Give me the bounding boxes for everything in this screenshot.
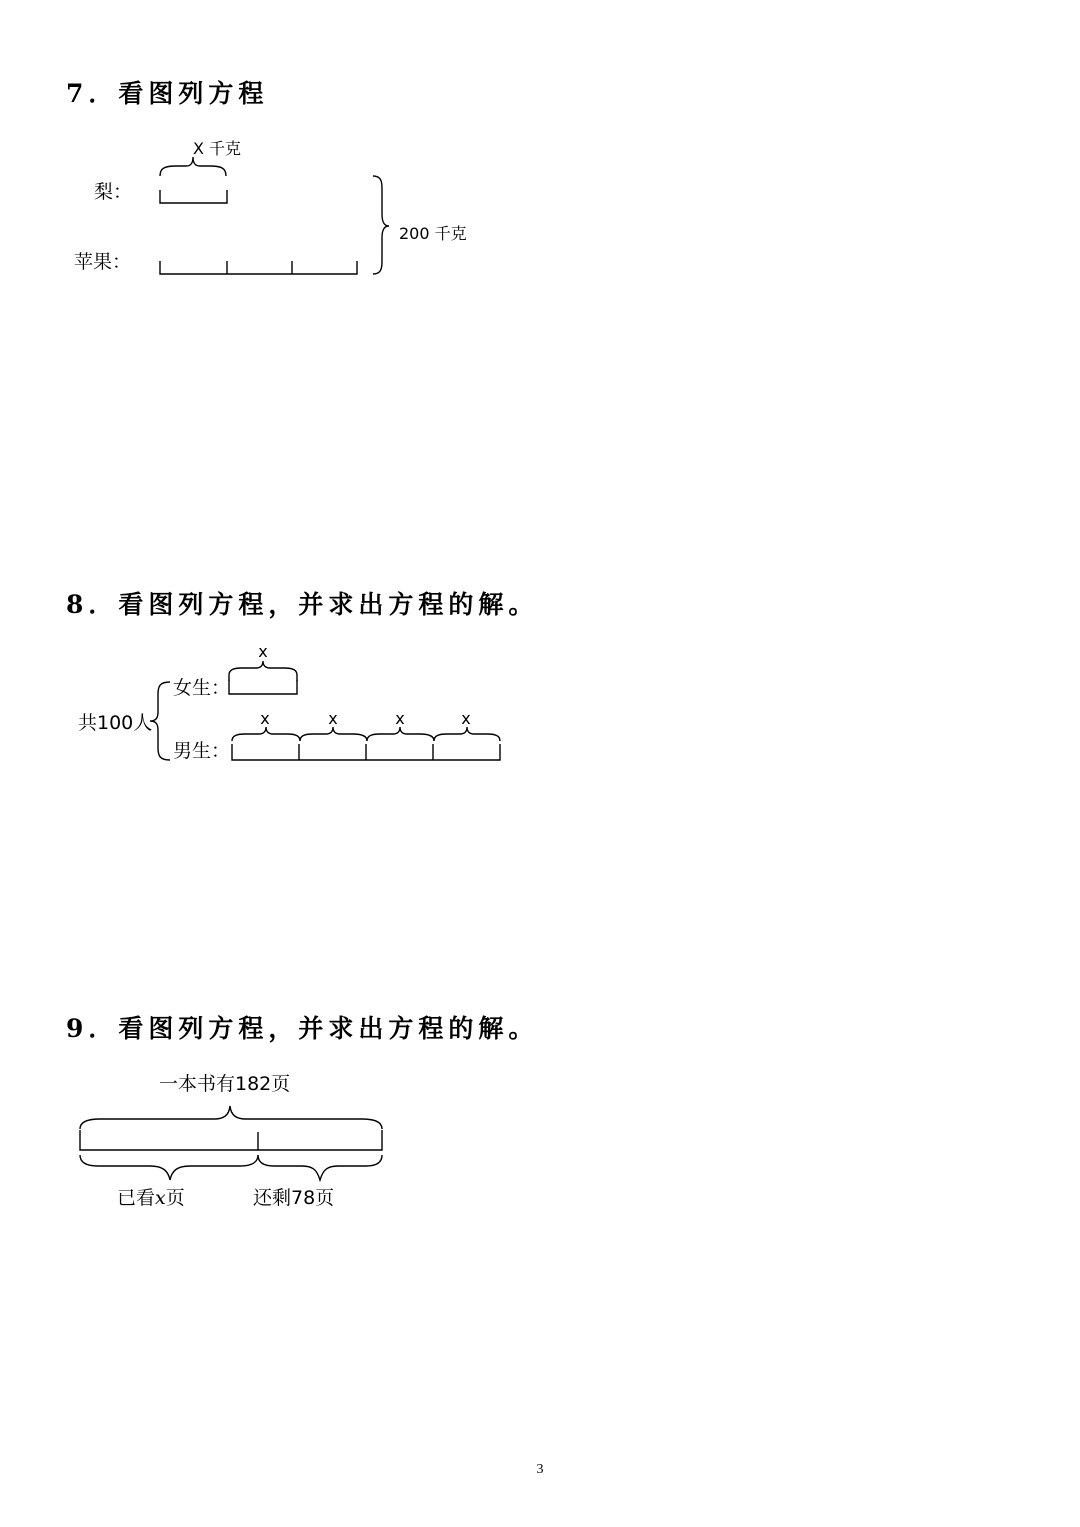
remaining-pages-brace — [258, 1155, 382, 1180]
apple-label: 苹果： — [74, 251, 132, 273]
boys-segment-label-3: x — [395, 709, 405, 728]
book-bar — [80, 1130, 382, 1150]
total-weight-label: 200 千克 — [399, 224, 467, 243]
pear-segment-label: X 千克 — [193, 139, 242, 158]
boys-segment-label-1: x — [260, 709, 270, 728]
read-pages-label: 已看x页 — [117, 1187, 185, 1209]
question-9-title: 9．看图列方程，并求出方程的解。 — [66, 1014, 539, 1043]
total-people-label: 共100人 — [78, 712, 153, 734]
remaining-pages-label: 还剩78页 — [253, 1187, 335, 1209]
boys-label: 男生： — [173, 740, 231, 762]
page-number: 3 — [536, 1462, 544, 1477]
question-7-title: 7．看图列方程 — [66, 79, 269, 108]
boys-segment-label-4: x — [461, 709, 471, 728]
pear-label: 梨： — [94, 181, 133, 203]
book-total-brace — [80, 1106, 382, 1129]
girls-segment-label: x — [258, 642, 268, 661]
book-total-label: 一本书有182页 — [159, 1073, 291, 1095]
boys-segment-label-2: x — [328, 709, 338, 728]
girls-label: 女生： — [173, 677, 231, 699]
question-8-title: 8．看图列方程，并求出方程的解。 — [66, 590, 539, 619]
read-pages-brace — [80, 1155, 258, 1180]
